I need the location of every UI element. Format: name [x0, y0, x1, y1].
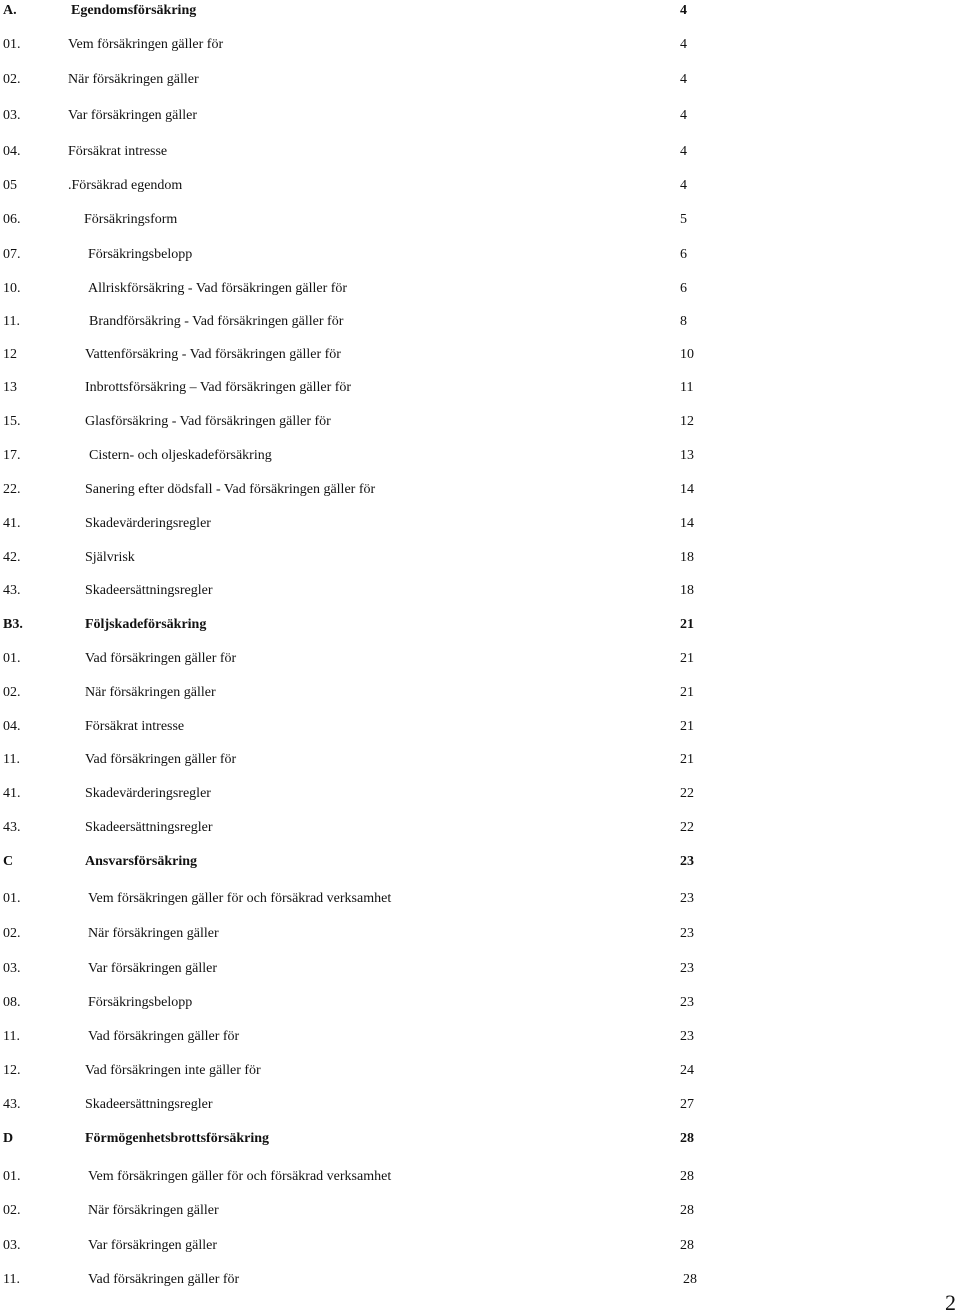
toc-entry: [0, 411, 720, 433]
toc-entry-title: Försäkringsbelopp: [88, 247, 193, 262]
toc-entry-page: 21: [680, 752, 694, 767]
toc-entry-number: 03.: [3, 961, 21, 976]
toc-entry-number: 12: [3, 347, 17, 362]
toc-entry-number: 11.: [3, 1029, 20, 1044]
toc-entry-page: 5: [680, 212, 687, 227]
toc-entry-title: Skadeersättningsregler: [85, 820, 213, 835]
toc-entry: [0, 1094, 720, 1116]
toc-entry-number: 13: [3, 380, 17, 395]
toc-entry-page: 6: [680, 247, 687, 262]
toc-entry-page: 4: [680, 178, 687, 193]
toc-entry-page: 14: [680, 482, 694, 497]
toc-entry-title: När försäkringen gäller: [88, 1203, 219, 1218]
toc-entry: [0, 1060, 720, 1082]
toc-entry-number: 12.: [3, 1063, 21, 1078]
toc-entry-number: 41.: [3, 786, 21, 801]
toc-entry-number: 03.: [3, 1238, 21, 1253]
toc-entry: [0, 749, 720, 771]
toc-entry-number: C: [3, 854, 14, 869]
toc-entry: [0, 716, 720, 738]
toc-entry-page: 18: [680, 583, 694, 598]
toc-entry-title: Vem försäkringen gäller för och försäkrad verksamhet: [88, 1169, 392, 1184]
toc-entry-page: 8: [680, 314, 687, 329]
toc-entry-number: 01.: [3, 891, 21, 906]
toc-entry-number: 10.: [3, 281, 21, 296]
toc-entry-number: A.: [3, 3, 17, 18]
toc-entry-title: Brandförsäkring - Vad försäkringen gäller för: [89, 314, 344, 329]
toc-entry-title: Vad försäkringen inte gäller för: [85, 1063, 261, 1078]
toc-entry-title: Var försäkringen gäller: [68, 108, 198, 123]
toc-entry-number: 02.: [3, 1203, 21, 1218]
toc-entry: [0, 344, 720, 366]
toc-entry-number: 07.: [3, 247, 21, 262]
toc-entry-page: 23: [680, 961, 694, 976]
toc-entry-number: 22.: [3, 482, 21, 497]
toc-section-heading: [0, 1128, 720, 1150]
toc-entry-title: Vad försäkringen gäller för: [85, 752, 237, 767]
toc-entry-page: 21: [680, 719, 694, 734]
toc-entry-number: 01.: [3, 651, 21, 666]
toc-entry-number: 08.: [3, 995, 21, 1010]
toc-entry-number: 17.: [3, 448, 21, 463]
toc-entry-number: 11.: [3, 752, 20, 767]
toc-entry-title: Vem försäkringen gäller för: [68, 37, 224, 52]
toc-entry-page: 21: [680, 685, 694, 700]
toc-entry-page: 18: [680, 550, 694, 565]
toc-entry: [0, 141, 720, 163]
toc-entry-title: Ansvarsförsäkring: [85, 854, 198, 869]
toc-entry-number: 11.: [3, 1272, 20, 1287]
toc-entry-title: Var försäkringen gäller: [88, 1238, 218, 1253]
toc-entry-page: 28: [680, 1238, 694, 1253]
toc-entry: [0, 445, 720, 467]
toc-entry: [0, 209, 720, 231]
toc-entry-title: Försäkrat intresse: [85, 719, 185, 734]
toc-entry: [0, 479, 720, 501]
toc-entry-page: 13: [680, 448, 694, 463]
toc-entry: [0, 311, 720, 333]
toc-entry-number: D: [3, 1131, 14, 1146]
toc-entry-number: 11.: [3, 314, 20, 329]
toc-entry-page: 28: [680, 1203, 694, 1218]
toc-entry-title: Skadeersättningsregler: [85, 1097, 213, 1112]
toc-entry-page: 21: [680, 651, 694, 666]
toc-entry-number: 02.: [3, 72, 21, 87]
toc-entry-title: Skadeersättningsregler: [85, 583, 213, 598]
toc-entry-page: 23: [680, 891, 694, 906]
toc-entry: [0, 888, 720, 910]
toc-entry-title: Självrisk: [85, 550, 135, 565]
toc-entry-title: Sanering efter dödsfall - Vad försäkringen gäller för: [85, 482, 376, 497]
toc-entry: [0, 580, 720, 602]
toc-entry-number: 02.: [3, 926, 21, 941]
toc-section-heading: [0, 851, 720, 873]
toc-entry: [0, 278, 720, 300]
toc-entry-page: 27: [680, 1097, 694, 1112]
toc-entry-title: När försäkringen gäller: [85, 685, 216, 700]
toc-entry: [0, 1269, 720, 1291]
toc-entry-page: 23: [680, 854, 694, 869]
toc-entry: [0, 244, 720, 266]
toc-entry-title: Försäkringsform: [84, 212, 178, 227]
toc-entry-title: Vad försäkringen gäller för: [88, 1029, 240, 1044]
toc-entry-page: 23: [680, 995, 694, 1010]
toc-entry-title: Egendomsförsäkring: [71, 3, 197, 18]
toc-entry-title: Inbrottsförsäkring – Vad försäkringen gäller för: [85, 380, 352, 395]
toc-entry-page: 28: [680, 1131, 694, 1146]
toc-entry-page: 12: [680, 414, 694, 429]
toc-entry: [0, 682, 720, 704]
toc-entry-page: 22: [680, 786, 694, 801]
toc-entry: [0, 1235, 720, 1257]
toc-entry-title: Skadevärderingsregler: [85, 516, 211, 531]
toc-entry: [0, 69, 720, 91]
toc-entry-title: Vad försäkringen gäller för: [88, 1272, 240, 1287]
toc-entry: [0, 992, 720, 1014]
toc-entry: [0, 1026, 720, 1048]
page-number: 2: [945, 1290, 956, 1315]
toc-entry-title: Försäkringsbelopp: [88, 995, 193, 1010]
toc-section-heading: [0, 0, 720, 22]
toc-entry-title: Skadevärderingsregler: [85, 786, 211, 801]
toc-entry-title: Försäkrat intresse: [68, 144, 168, 159]
toc-entry-title: Förmögenhetsbrottsförsäkring: [85, 1131, 270, 1146]
toc-entry-title: Vad försäkringen gäller för: [85, 651, 237, 666]
toc-entry-page: 4: [680, 108, 687, 123]
toc-entry-page: 23: [680, 1029, 694, 1044]
toc-entry-page: 24: [680, 1063, 694, 1078]
toc-entry-number: 41.: [3, 516, 21, 531]
toc-entry: [0, 783, 720, 805]
toc-entry-page: 4: [680, 144, 687, 159]
toc-entry-number: 15.: [3, 414, 21, 429]
toc-entry: [0, 817, 720, 839]
toc-entry: [0, 34, 720, 56]
toc-entry-page: 4: [680, 72, 687, 87]
toc-entry-page: 23: [680, 926, 694, 941]
toc-entry-title: Var försäkringen gäller: [88, 961, 218, 976]
toc-entry: [0, 547, 720, 569]
toc-entry-number: 04.: [3, 144, 21, 159]
toc-entry-number: 43.: [3, 1097, 21, 1112]
toc-entry: [0, 1166, 720, 1188]
toc-entry-page: 11: [680, 380, 694, 395]
toc-entry-number: 42.: [3, 550, 21, 565]
toc-entry-title: Följskadeförsäkring: [85, 617, 207, 632]
toc-entry-title: Glasförsäkring - Vad försäkringen gäller för: [85, 414, 331, 429]
toc-entry-number: 06.: [3, 212, 21, 227]
toc-entry: [0, 923, 720, 945]
toc-entry: [0, 648, 720, 670]
toc-section-heading: [0, 614, 720, 636]
toc-entry-number: 43.: [3, 583, 21, 598]
toc-entry-page: 6: [680, 281, 687, 296]
toc-entry-title: Cistern- och oljeskadeförsäkring: [89, 448, 272, 463]
toc-entry-number: 43.: [3, 820, 21, 835]
toc-entry-title: Allriskförsäkring - Vad försäkringen gäller för: [88, 281, 348, 296]
toc-entry-number: 01.: [3, 37, 21, 52]
toc-entry-title: När försäkringen gäller: [68, 72, 199, 87]
toc-entry-page: 22: [680, 820, 694, 835]
toc-entry-number: 03.: [3, 108, 21, 123]
toc-entry-title: .Försäkrad egendom: [68, 178, 183, 193]
toc-entry-page: 21: [680, 617, 694, 632]
toc-entry-title: Vem försäkringen gäller för och försäkrad verksamhet: [88, 891, 392, 906]
toc-entry-page: 4: [680, 37, 687, 52]
toc-entry-title: Vattenförsäkring - Vad försäkringen gäller för: [85, 347, 341, 362]
toc-entry-page: 28: [683, 1272, 697, 1287]
toc-entry-number: 04.: [3, 719, 21, 734]
toc-entry-number: 02.: [3, 685, 21, 700]
toc-entry-page: 10: [680, 347, 694, 362]
toc-entry-page: 28: [680, 1169, 694, 1184]
toc-entry: [0, 175, 720, 197]
toc-entry: [0, 105, 720, 127]
toc-entry-page: 14: [680, 516, 694, 531]
toc-entry: [0, 513, 720, 535]
toc-entry-title: När försäkringen gäller: [88, 926, 219, 941]
toc-entry: [0, 958, 720, 980]
toc-entry: [0, 377, 720, 399]
toc-entry-number: 01.: [3, 1169, 21, 1184]
toc-entry: [0, 1200, 720, 1222]
toc-entry-number: B3.: [3, 617, 23, 632]
toc-entry-number: 05: [3, 178, 17, 193]
toc-entry-page: 4: [680, 3, 687, 18]
